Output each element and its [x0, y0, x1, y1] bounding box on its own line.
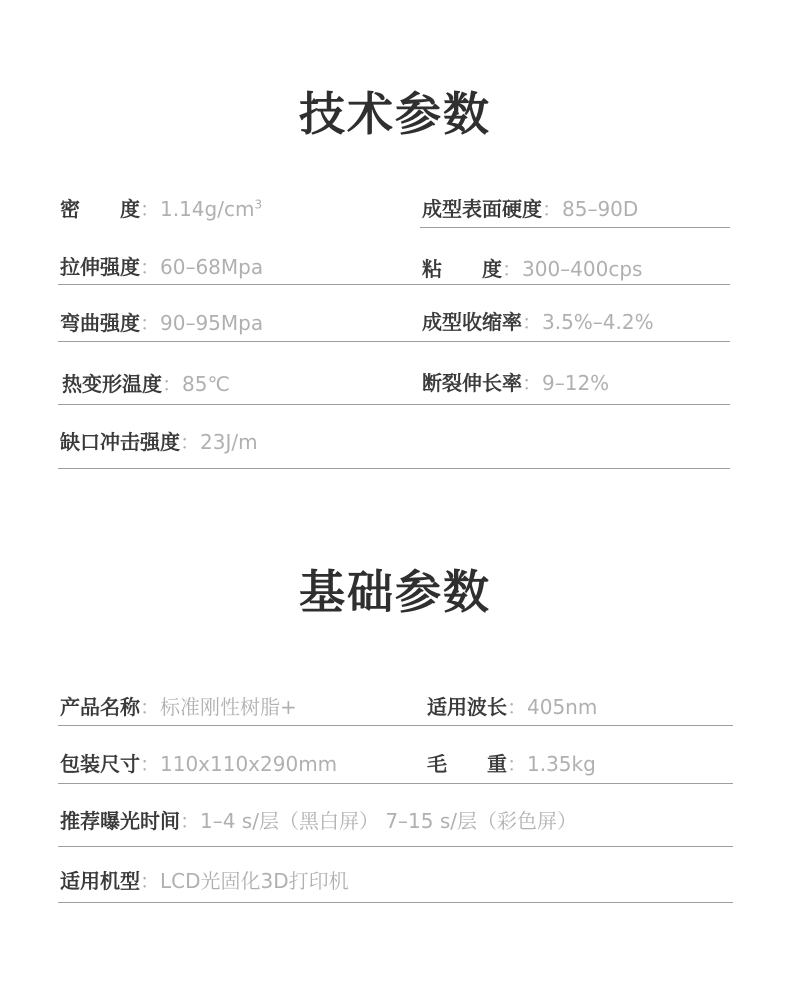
wavelength-sep: ：	[507, 695, 527, 719]
tensile-strength-label: 拉伸强度	[60, 255, 140, 279]
package-size-value: 110x110x290mm	[160, 752, 338, 776]
notched-impact-sep: ：	[180, 430, 200, 454]
compatible-models-sep: ：	[140, 869, 160, 893]
tensile-strength-field	[60, 252, 400, 282]
shrinkage-value: 3.5%–4.2%	[542, 310, 654, 334]
surface-hardness-value: 85–90D	[562, 197, 639, 221]
elongation-value: 9–12%	[542, 371, 610, 395]
density-value: 1.14g/cm	[160, 197, 255, 221]
flexural-strength-label: 弯曲强度	[60, 311, 140, 335]
divider	[58, 284, 730, 285]
product-name-value: 标准刚性树脂+	[160, 695, 297, 719]
viscosity-field	[422, 254, 732, 284]
gross-weight-label-a: 毛	[427, 752, 447, 776]
viscosity-value: 300–400cps	[522, 257, 643, 281]
product-name-label: 产品名称	[60, 695, 140, 719]
exposure-time-field	[60, 806, 735, 836]
notched-impact-label: 缺口冲击强度	[60, 430, 180, 454]
package-size-label: 包装尺寸	[60, 752, 140, 776]
density-value-superscript: 3	[254, 197, 263, 212]
flexural-strength-field	[60, 308, 400, 338]
density-sep: ：	[140, 197, 160, 221]
divider	[58, 902, 733, 903]
heat-deflection-sep: ：	[162, 372, 182, 396]
divider	[58, 341, 730, 342]
shrinkage-field	[422, 307, 732, 337]
package-size-field	[60, 749, 410, 779]
surface-hardness-sep: ：	[542, 197, 562, 221]
divider	[420, 227, 730, 228]
product-name-field	[60, 692, 400, 722]
heat-deflection-value: 85℃	[182, 372, 230, 396]
product-name-sep: ：	[140, 695, 160, 719]
compatible-models-field	[60, 866, 660, 896]
notched-impact-value: 23J/m	[200, 430, 258, 454]
gross-weight-value: 1.35kg	[527, 752, 596, 776]
density-label-a: 密	[60, 197, 80, 221]
elongation-label: 断裂伸长率	[422, 371, 522, 395]
divider	[58, 725, 733, 726]
notched-impact-field	[60, 427, 500, 457]
divider	[58, 846, 733, 847]
heat-deflection-field	[62, 369, 402, 399]
gross-weight-field	[427, 749, 732, 779]
technical-parameters-title: 技术参数	[299, 87, 491, 141]
flexural-strength-value: 90–95Mpa	[160, 311, 264, 335]
flexural-strength-sep: ：	[140, 311, 160, 335]
elongation-sep: ：	[522, 371, 542, 395]
heat-deflection-label: 热变形温度	[62, 372, 162, 396]
exposure-time-label: 推荐曝光时间	[60, 809, 180, 833]
tensile-strength-sep: ：	[140, 255, 160, 279]
divider	[58, 404, 730, 405]
divider	[58, 783, 733, 784]
density-field	[60, 194, 400, 224]
shrinkage-sep: ：	[522, 310, 542, 334]
surface-hardness-label: 成型表面硬度	[422, 197, 542, 221]
shrinkage-label: 成型收缩率	[422, 310, 522, 334]
exposure-time-sep: ：	[180, 809, 200, 833]
wavelength-label: 适用波长	[427, 695, 507, 719]
density-label-b: 度	[120, 197, 140, 221]
compatible-models-value: LCD光固化3D打印机	[160, 869, 349, 893]
tensile-strength-value: 60–68Mpa	[160, 255, 264, 279]
viscosity-label-b: 度	[482, 257, 502, 281]
viscosity-sep: ：	[502, 257, 522, 281]
wavelength-value: 405nm	[527, 695, 598, 719]
gross-weight-label-b: 重	[487, 752, 507, 776]
elongation-field	[422, 368, 732, 398]
divider	[58, 468, 730, 469]
basic-parameters-title: 基础参数	[299, 565, 491, 619]
surface-hardness-field	[422, 194, 732, 224]
viscosity-label-a: 粘	[422, 257, 442, 281]
gross-weight-sep: ：	[507, 752, 527, 776]
package-size-sep: ：	[140, 752, 160, 776]
compatible-models-label: 适用机型	[60, 869, 140, 893]
exposure-time-value: 1–4 s/层（黑白屏） 7–15 s/层（彩色屏）	[200, 809, 578, 833]
wavelength-field	[427, 692, 732, 722]
